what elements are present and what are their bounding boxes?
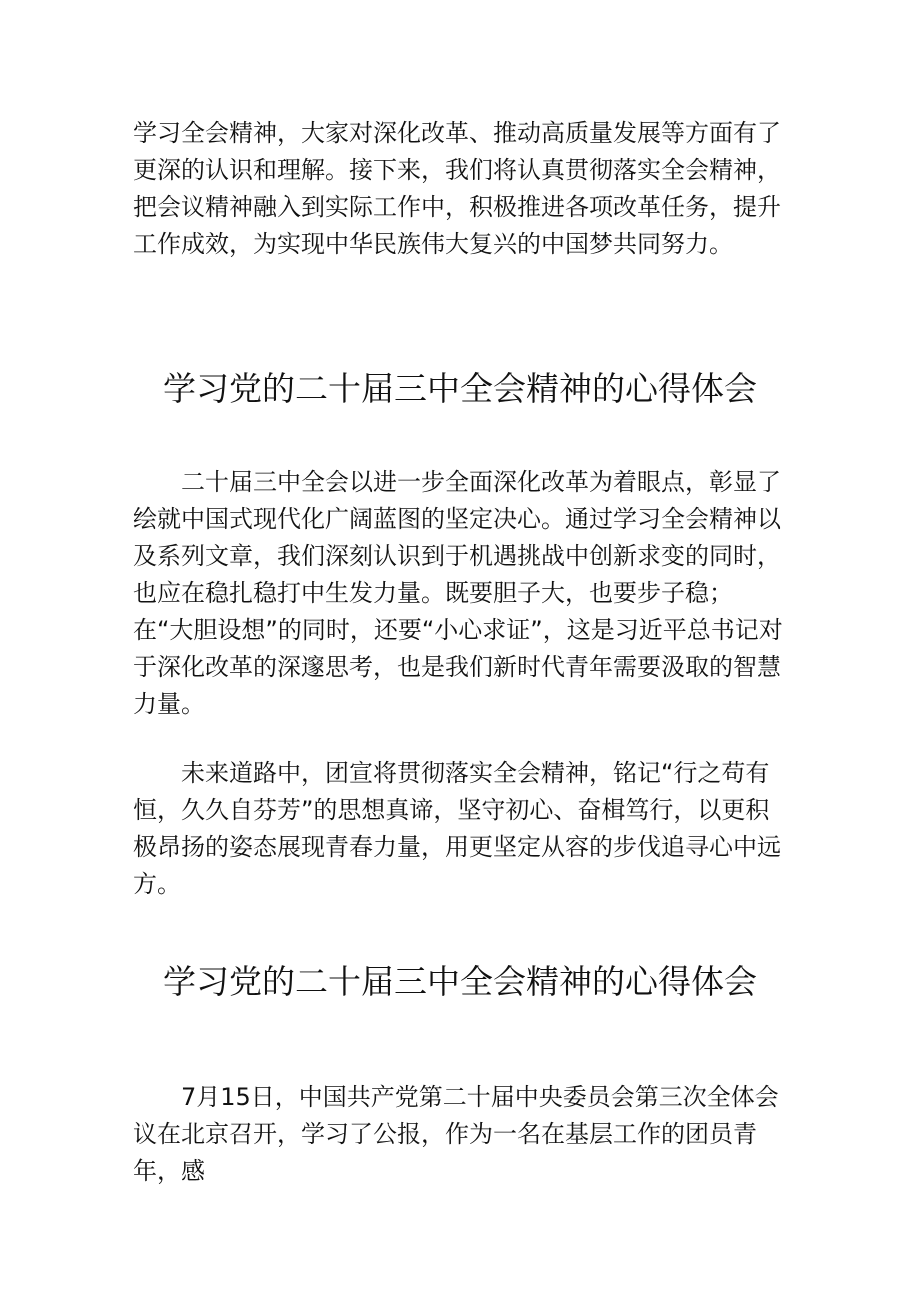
body-paragraph-4: 7月15日，中国共产党第二十届中央委员会第三次全体会议在北京召开，学习了公报，作为一名在基层工作的团员青年，感	[133, 1083, 779, 1185]
section-heading-1: 学习党的二十届三中全会精神的心得体会	[163, 369, 757, 408]
section-heading-2: 学习党的二十届三中全会精神的心得体会	[163, 962, 757, 1001]
body-paragraph-1: 学习全会精神，大家对深化改革、推动高质量发展等方面有了更深的认识和理解。接下来，我们将认真贯彻落实全会精神，把会议精神融入到实际工作中，积极推进各项改革任务，提升工作成效，为实现中华民族伟大复兴的中国梦共同努力。	[133, 119, 781, 258]
body-paragraph-3: 未来道路中，团宣将贯彻落实全会精神，铭记“行之苟有恒，久久自芬芳”的思想真谛，坚守初心、奋楫笃行，以更积极昂扬的姿态展现青春力量，用更坚定从容的步伐追寻心中远方。	[133, 759, 781, 898]
body-paragraph-2: 二十届三中全会以进一步全面深化改革为着眼点，彰显了绘就中国式现代化广阔蓝图的坚定决心。通过学习全会精神以及系列文章，我们深刻认识到于机遇挑战中创新求变的同时，也应在稳扎稳打中生发力量。既要胆子大，也要步子稳；在“大胆设想”的同时，还要“小心求证”，这是习近平总书记对于深化改革的深邃思考，也是我们新时代青年需要汲取的智慧力量。	[133, 468, 783, 718]
